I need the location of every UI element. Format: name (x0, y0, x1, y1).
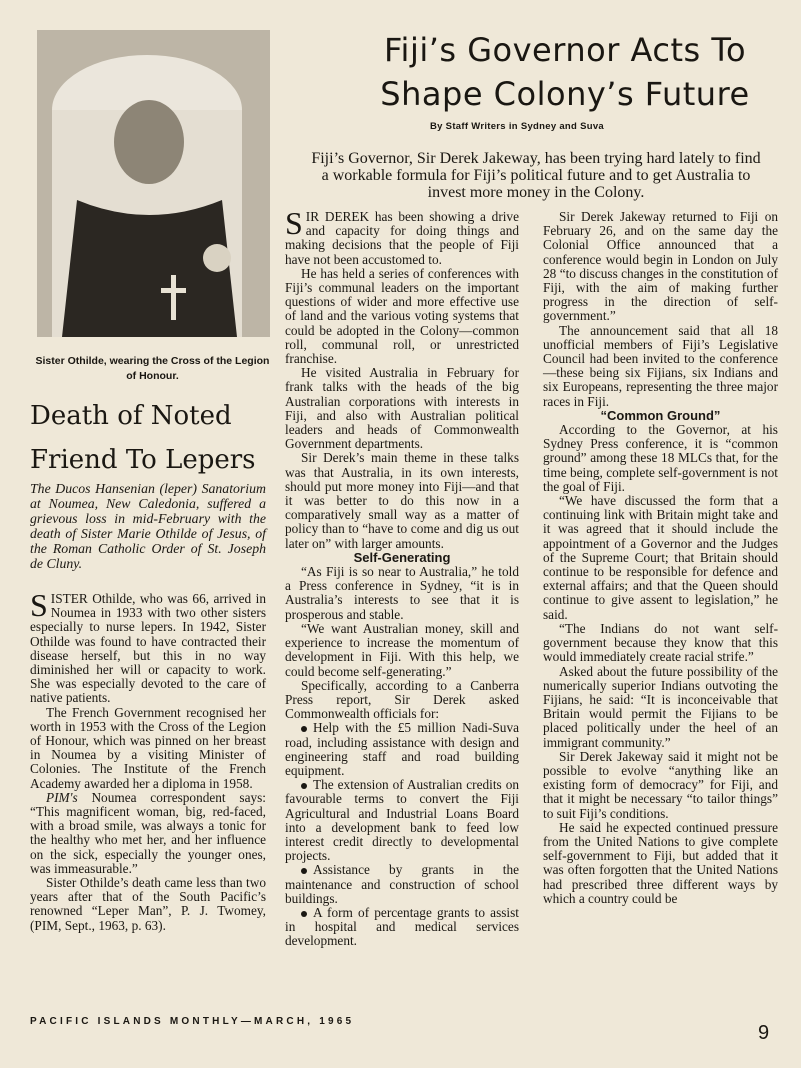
right-paragraph-4: “We have discussed the form that a continuing link with Britain might take and it was agreed that it should include the appointment of a Governor and the Judges of the Supreme Court; that Britain should continue to be responsible for defence and external affairs; and that the Queen should continue to give assent to legislation,” he said. (543, 493, 778, 622)
left-title-line2: Friend To Lepers (30, 445, 256, 475)
left-intro: The Ducos Hansenian (leper) Sanatorium at Noumea, New Caledonia, suffered a grievous loss in mid-February with the death of Sister Marie Othilde of Jesus, of the Roman Catholic Order of St. Joseph de Cluny. (30, 481, 266, 571)
left-paragraph-2: The French Government recognised her worth in 1953 with the Cross of the Legion of Honour, which was pinned on her breast in Noumea by a visiting Minister of Colonies. The Institute of the French Academy awarded her a diploma in 1958. (30, 704, 266, 791)
right-paragraph-5: “The Indians do not want self-government because they know that this would immediately create racial strife.” (543, 620, 778, 665)
headline-line2: Shape Colony’s Future (380, 75, 750, 113)
right-paragraph-3: According to the Governor, at his Sydney Press conference, it is “common ground” among these 18 MLCs that, for the time being, complete self-government is not the goal of Fiji. (543, 422, 778, 494)
mid-paragraph-2: He has held a series of conferences with Fiji’s communal leaders on the important questions of wider and more effective use of land and the various voting systems that could be adopted in the Colony—common roll, communal roll, or unrestricted franchise. (285, 265, 519, 367)
subhead-self-generating: Self-Generating (353, 549, 451, 565)
mid-paragraph-5: “As Fiji is so near to Australia,” he told a Press conference in Sydney, “it is in Australia’s interests to see that it is prosperous and stable. (285, 564, 519, 622)
bullet-icon (301, 868, 307, 874)
bullet-icon (301, 783, 307, 789)
bullet-icon (301, 911, 307, 917)
middle-column (285, 205, 519, 949)
left-paragraph-3: PIM's Noumea correspondent says: “This magnificent woman, big, red-faced, with a broad smile, was always a tonic for the healthy who met her, and her influence on the sick, especially the younger ones, was immeasurable.” (30, 789, 266, 876)
mid-paragraph-1: SIR DEREK has been showing a drive and capacity for doing things and making decisions that the people of Fiji have not been accustomed to. (285, 205, 519, 267)
right-paragraph-2: The announcement said that all 18 unofficial members of Fiji’s Legislative Council had been invited to the conference—these being six Fijians, six Indians and six Europeans, representing the three major races in Fiji. (543, 322, 778, 409)
headline-line1: Fiji’s Governor Acts To (383, 31, 747, 69)
photo-caption: Sister Othilde, wearing the Cross of the Legion of Honour. (35, 355, 270, 382)
mid-paragraph-3: He visited Australia in February for frank talks with the heads of the big Australian corporations with interests in Fiji, and also with Australian political leaders and heads of Commonwealth Government departments. (285, 365, 519, 452)
left-title-line1: Death of Noted (30, 401, 232, 431)
right-paragraph-1: Sir Derek Jakeway returned to Fiji on February 26, and on the same day the Colonial Office announced that a conference would begin in London on July 28 “to discuss changes in the constitution of Fiji, with the aim of making further progress in the direction of self-government.” (543, 209, 778, 324)
bullet-item: The extension of Australian credits on favourable terms to convert the Fiji Agricultural and Industrial Loans Board into a development bank to feed low interest credit directly to developmental projects. (285, 777, 519, 864)
drop-cap: S (285, 205, 303, 241)
right-paragraph-7: Sir Derek Jakeway said it might not be possible to evolve “anything like an existing form of democracy” for Fiji, and that it might be necessary “to tailor things” to suit Fiji’s conditions. (543, 748, 778, 821)
portrait-photo (37, 30, 270, 337)
mid-paragraph-7: Specifically, according to a Canberra Press report, Sir Derek asked Commonwealth officials for: (285, 677, 519, 722)
right-paragraph-6: Asked about the future possibility of the numerically superior Indians outvoting the Fijians, he said: “It is inconceivable that Britain would permit the Fijians to be placed politically under the heel of an immigrant community.” (543, 663, 778, 750)
right-paragraph-8: He said he expected continued pressure from the United Nations to give complete self-government to Fiji, but added that it was often forgotten that the United Nations had prescribed three different ways by which a country could be (543, 819, 778, 906)
main-headline (355, 28, 775, 116)
page-footer: PACIFIC ISLANDS MONTHLY—MARCH, 1965 (30, 1016, 355, 1027)
standfirst: Fiji’s Governor, Sir Derek Jakeway, has been trying hard lately to find a workable formula for Fiji’s political future and to get Australia to invest more money in the Colony. (311, 150, 761, 201)
right-column (543, 210, 778, 906)
subhead-common-ground: “Common Ground” (600, 407, 721, 423)
left-body (30, 587, 266, 933)
left-article-title (30, 394, 280, 482)
left-paragraph-4: Sister Othilde’s death came less than two years after that of the South Pacific’s renowned “Leper Man”, P. J. Twomey, (PIM, Sept., 1963, p. 63). (30, 875, 266, 933)
mid-paragraph-6: “We want Australian money, skill and experience to increase the momentum of development in Fiji. With this help, we could become self-generating.” (285, 620, 519, 679)
left-paragraph-1: SISTER Othilde, who was 66, arrived in Noumea in 1933 with two other sisters especially to nurse lepers. In 1942, Sister Othilde was found to have contracted their disease herself, but this in no way diminished her will or capacity to work. She was especially devoted to the care of native patients. (30, 587, 266, 706)
bullet-icon (301, 726, 307, 732)
bullet-item: Assistance by grants in the maintenance and construction of school buildings. (285, 862, 519, 906)
byline: By Staff Writers in Sydney and Suva (430, 121, 604, 132)
bullet-item: Help with the £5 million Nadi-Suva road, including assistance with design and engineering staff and road building equipment. (285, 720, 519, 778)
page-number: 9 (758, 1022, 770, 1044)
bullet-item: A form of percentage grants to assist in hospital and medical services development. (285, 904, 519, 949)
drop-cap: S (30, 587, 48, 623)
mid-paragraph-4: Sir Derek’s main theme in these talks was that Australia, in its own interests, should put more money into Fiji—and that it was better to do this now in a comparatively small way as a matter of policy than to “have to come and dig us out later on” with larger amounts. (285, 450, 519, 551)
